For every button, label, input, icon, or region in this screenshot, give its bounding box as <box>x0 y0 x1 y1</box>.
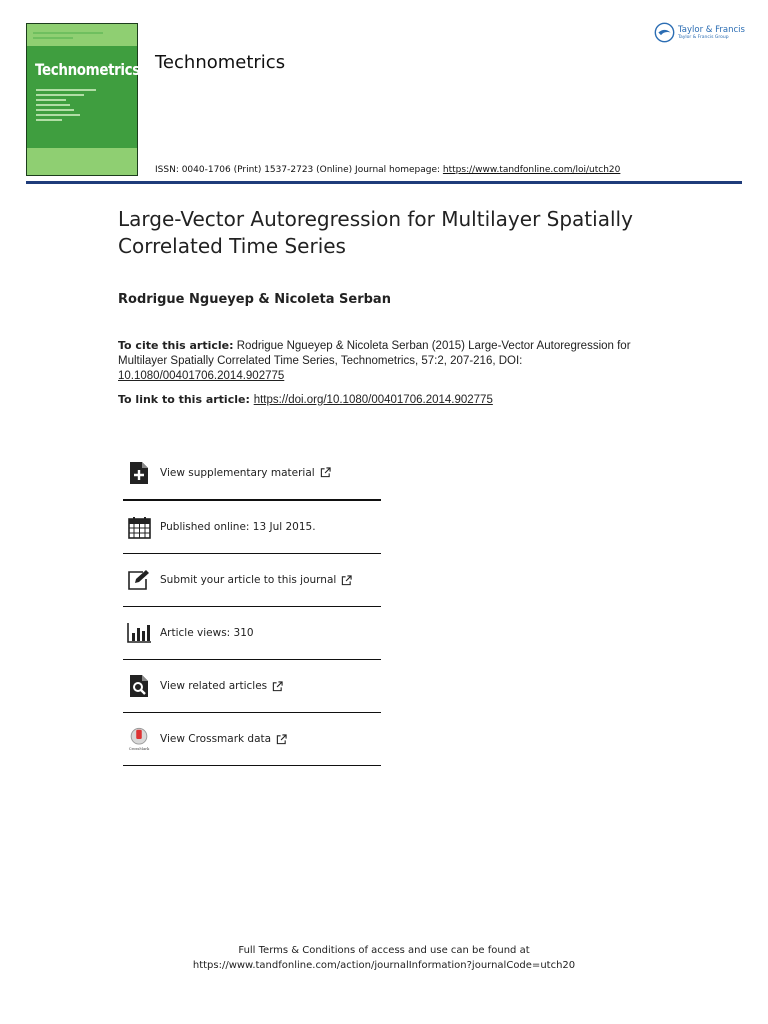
link-label: To link to this article: <box>118 393 254 406</box>
calendar-icon <box>127 515 151 539</box>
external-link-icon <box>320 467 331 478</box>
crossmark-row[interactable] <box>123 713 381 766</box>
journal-homepage-link[interactable]: https://www.tandfonline.com/loi/utch20 <box>442 165 621 175</box>
bar-chart-icon <box>127 621 151 645</box>
issn-text: ISSN: 0040-1706 (Print) 1537-2723 (Online) Journal homepage: <box>155 165 443 175</box>
article-title: Large-Vector Autoregression for Multilayer Spatially Correlated Time Series <box>118 207 633 258</box>
crossmark-icon <box>127 727 151 751</box>
journal-cover-image <box>26 23 138 176</box>
file-plus-icon <box>127 461 151 485</box>
article-views-row <box>123 607 381 660</box>
related-articles-row[interactable] <box>123 660 381 713</box>
supplementary-material-row[interactable] <box>123 446 381 501</box>
cover-top-band <box>27 24 137 46</box>
related-label: View related articles <box>160 680 268 692</box>
header-rule <box>26 181 742 184</box>
publisher-name: Taylor & Francis <box>678 24 745 35</box>
cite-label: To cite this article: <box>118 339 234 352</box>
cite-text: Rodrigue Ngueyep & Nicoleta Serban (2015) Large-Vector Autoregression for Multilayer Spatially Correlated Time Series, Technometrics, 57:2, 207-216, DOI: <box>118 340 631 367</box>
external-link-icon <box>272 681 283 692</box>
publisher-logo[interactable] <box>654 22 745 43</box>
views-label: Article views: 310 <box>160 627 254 639</box>
journal-name: Technometrics <box>155 52 286 73</box>
submit-article-row[interactable] <box>123 554 381 607</box>
external-link-icon <box>276 734 287 745</box>
article-menu <box>123 446 381 766</box>
external-link-icon <box>341 575 352 586</box>
cover-title: Technometrics <box>35 61 140 80</box>
article-link-block <box>118 393 493 406</box>
publisher-group: Taylor & Francis Group <box>678 34 729 40</box>
published-label: Published online: 13 Jul 2015. <box>160 521 316 533</box>
issn-line <box>155 165 620 175</box>
submit-label: Submit your article to this journal <box>160 574 337 586</box>
published-online-row <box>123 501 381 554</box>
crossmark-label: View Crossmark data <box>160 733 272 745</box>
document-search-icon <box>127 674 151 698</box>
footer-terms <box>0 943 768 973</box>
cover-bottom-band <box>27 148 137 175</box>
supplementary-label: View supplementary material <box>160 466 315 479</box>
crossmark-logo-text: CrossMark <box>128 747 150 752</box>
citation-block <box>118 338 638 384</box>
doi-link[interactable]: 10.1080/00401706.2014.902775 <box>118 370 285 382</box>
footer-terms-link[interactable]: https://www.tandfonline.com/action/journalInformation?journalCode=utch20 <box>192 960 576 971</box>
article-authors: Rodrigue Ngueyep & Nicoleta Serban <box>118 292 391 307</box>
article-doi-url[interactable]: https://doi.org/10.1080/00401706.2014.902775 <box>253 394 493 406</box>
publisher-logo-icon <box>654 22 675 43</box>
edit-icon <box>127 568 151 592</box>
footer-line-1: Full Terms & Conditions of access and use can be found at <box>238 945 530 956</box>
